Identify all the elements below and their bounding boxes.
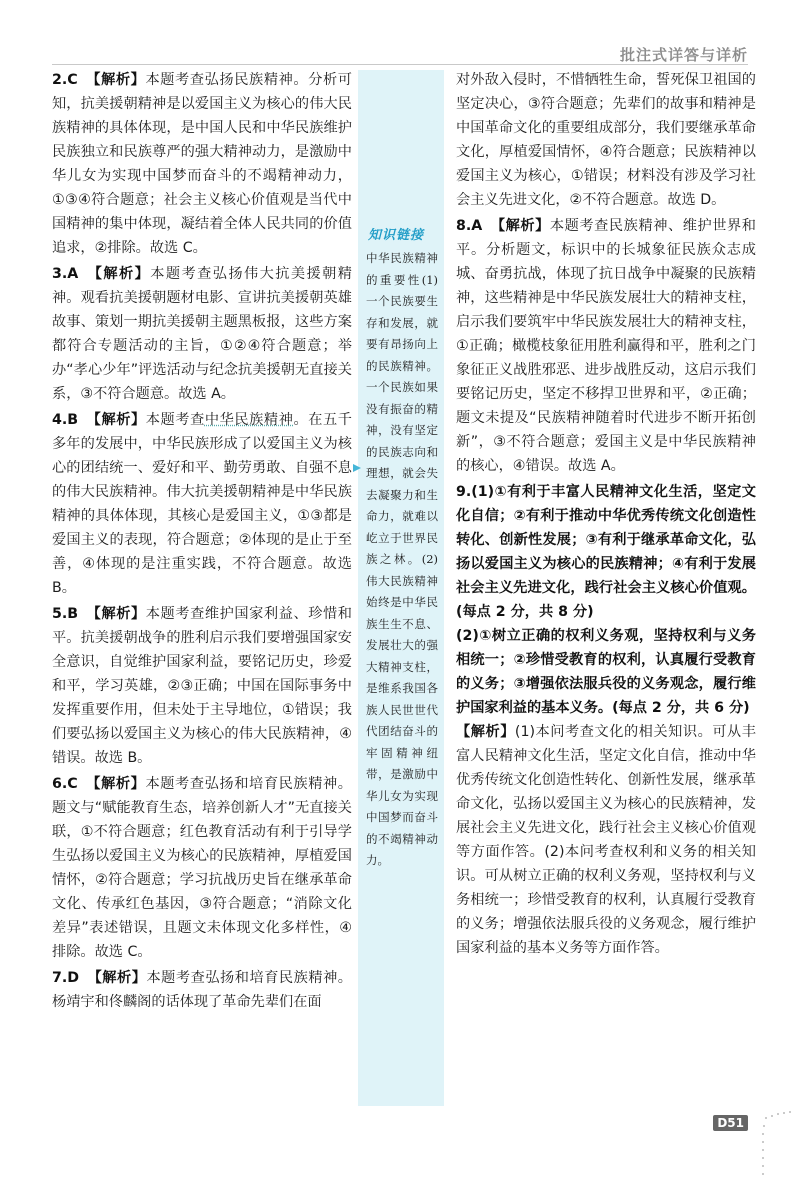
question-5: [52, 602, 352, 770]
question-number: 3.: [52, 266, 68, 282]
analysis-text: 本题考查维护国家利益、珍惜和平。抗美援朝战争的胜利启示我们要增强国家安全意识，自觉维护国家利益，要铭记历史，珍爱和平，学习英雄，②③正确；中国在国际事务中发挥重要作用，但未处于主导地位，①错误；我们要弘扬以爱国主义为核心的伟大民族精神，④错误。故选 B。: [52, 606, 352, 766]
analysis-tag: 【解析】: [456, 724, 515, 740]
analysis-tag: 【解析】: [87, 970, 147, 986]
analysis-text: 本题考查弘扬和培育民族精神。题文与“赋能教育生态，培养创新人才”无直接关联，①不符合题意；红色教育活动有利于引导学生弘扬以爱国主义为核心的民族精神，厚植爱国情怀，②符合题意；学习抗战历史旨在继承革命文化、传承红色基因，③符合题意；“消除文化差异”表述错误，且题文未体现文化多样性，④排除。故选 C。: [52, 776, 352, 960]
analysis-text: 本题考查: [145, 412, 205, 428]
answer-part-1: (1)①有利于丰富人民精神文化生活，坚定文化自信；②有利于推动中华优秀传统文化创造性转化、创新性发展；③有利于继承革命文化，弘扬以爱国主义为核心的民族精神；④有利于发展社会主义先进文化，践行社会主义核心价值观。(每点 2 分，共 8 分): [456, 484, 756, 620]
answer-letter: A: [471, 218, 483, 234]
question-number: 9.: [456, 484, 472, 500]
link-arrow-icon: [352, 463, 362, 473]
knowledge-link-term[interactable]: 中华民族精神: [204, 412, 294, 428]
analysis-text: 对外敌入侵时，不惜牺牲生命，誓死保卫祖国的坚定决心，③符合题意；先辈们的故事和精神是中国革命文化的重要组成部分，我们要继承革命文化，厚植爱国情怀，④符合题意；民族精神以爱国主义为核心，①错误；材料没有涉及学习社会主义先进文化，②不符合题意。故选 D。: [456, 72, 756, 208]
analysis-tag: 【解析】: [490, 218, 550, 234]
question-number: 6.: [52, 776, 68, 792]
sidebar-title: 知识链接: [368, 228, 425, 243]
analysis-text: 本题考查民族精神、维护世界和平。分析题文，标识中的长城象征民族众志成城、奋勇抗战，体现了抗日战争中凝聚的民族精神，这些精神是中华民族发展壮大的精神支柱，启示我们要筑牢中华民族发展壮大的精神支柱，①正确；橄榄枝象征用胜利赢得和平，胜利之门象征正义战胜邪恶、进步战胜反动，这启示我们要铭记历史，坚定不移捍卫世界和平，②正确；题文未提及“民族精神随着时代进步不断开拓创新”，③不符合题意；爱国主义是中华民族精神的核心，④错误。故选 A。: [456, 218, 756, 474]
analysis-tag: 【解析】: [85, 72, 146, 88]
question-number: 4.: [52, 412, 68, 428]
question-number: 2.: [52, 72, 68, 88]
question-number: 5.: [52, 606, 68, 622]
question-number: 8.: [456, 218, 472, 234]
header-divider: [52, 64, 748, 65]
question-6: [52, 772, 352, 964]
knowledge-link-sidebar: [358, 70, 444, 1106]
analysis-text: 本题考查弘扬民族精神。分析可知，抗美援朝精神是以爱国主义为核心的伟大民族精神的具体体现，是中国人民和中华民族维护民族独立和民族尊严的强大精神动力，是激励中华儿女为实现中国梦而奋斗的不竭精神动力，①③④符合题意；社会主义核心价值观是当代中国精神的集中体现，凝结着全体人民共同的价值追求，②排除。故选 C。: [52, 72, 352, 256]
question-2: [52, 68, 352, 260]
answer-letter: C: [67, 72, 78, 88]
question-9: [456, 480, 756, 960]
question-7: [52, 966, 352, 1014]
analysis-tag: 【解析】: [86, 606, 146, 622]
answer-letter: C: [67, 776, 78, 792]
corner-decoration-icon: [760, 1110, 800, 1178]
analysis-tag: 【解析】: [85, 776, 146, 792]
analysis-text: 本题考查弘扬和培育民族精神。杨靖宇和佟麟阁的话体现了革命先辈们在面: [52, 970, 352, 1010]
header-title: 批注式详答与详析: [619, 46, 748, 64]
analysis-block: [456, 720, 756, 960]
analysis-text: 。在五千多年的发展中，中华民族形成了以爱国主义为核心的团结统一、爱好和平、勤劳勇敢、自强不息的伟大民族精神。伟大抗美援朝精神是中华民族精神的具体体现，其核心是爱国主义，①③都是爱国主义的表现，符合题意；②体现的是止于至善，④体现的是注重实践，不符合题意。故选 B。: [52, 412, 352, 596]
left-column: [52, 68, 352, 1016]
page-header: [0, 0, 800, 62]
answer-part-2: (2)①树立正确的权利义务观，坚持权利与义务相统一；②珍惜受教育的权利，认真履行受教育的义务；③增强依法服兵役的义务观念，履行维护国家利益的基本义务。(每点 2 分，共 6 分): [456, 628, 756, 716]
analysis-tag: 【解析】: [86, 266, 151, 282]
answer-letter: B: [67, 606, 79, 622]
question-7-continued: [456, 68, 756, 212]
question-4: [52, 408, 352, 600]
page-number-badge: D51: [713, 1115, 748, 1131]
analysis-text: 本题考查弘扬伟大抗美援朝精神。观看抗美援朝题材电影、宣讲抗美援朝英雄故事、策划一期抗美援朝主题黑板报，这些方案都符合专题活动的主旨，①②④符合题意；举办“孝心少年”评选活动与纪念抗美援朝无直接关系，③不符合题意。故选 A。: [52, 266, 352, 402]
question-3: [52, 262, 352, 406]
question-8: [456, 214, 756, 478]
answer-letter: B: [67, 412, 79, 428]
answer-letter: D: [67, 970, 80, 986]
analysis-text: (1)本问考查文化的相关知识。可从丰富人民精神文化生活，坚定文化自信，推动中华优秀传统文化创造性转化、创新性发展，继承革命文化，弘扬以爱国主义为核心的民族精神，发展社会主义先进文化，践行社会主义核心价值观等方面作答。(2)本问考查权利和义务的相关知识。可从树立正确的权利义务观，坚持权利与义务相统一；珍惜受教育的权利，认真履行受教育的义务；增强依法服兵役的义务观念，履行维护国家利益的基本义务等方面作答。: [456, 724, 756, 956]
question-number: 7.: [52, 970, 68, 986]
right-column: [456, 68, 756, 962]
analysis-tag: 【解析】: [86, 412, 146, 428]
sidebar-text: 中华民族精神的重要性(1)一个民族要生存和发展，就要有昂扬向上的民族精神。一个民族如果没有振奋的精神，没有坚定的民族志向和理想，就会失去凝聚力和生命力，就难以屹立于世界民族之林。(2)伟大民族精神始终是中华民族生生不息、发展壮大的强大精神支柱，是维系我国各族人民世世代代团结奋斗的牢固精神纽带，是激励中华儿女为实现中国梦而奋斗的不竭精神动力。: [366, 251, 438, 867]
answer-letter: A: [67, 266, 79, 282]
